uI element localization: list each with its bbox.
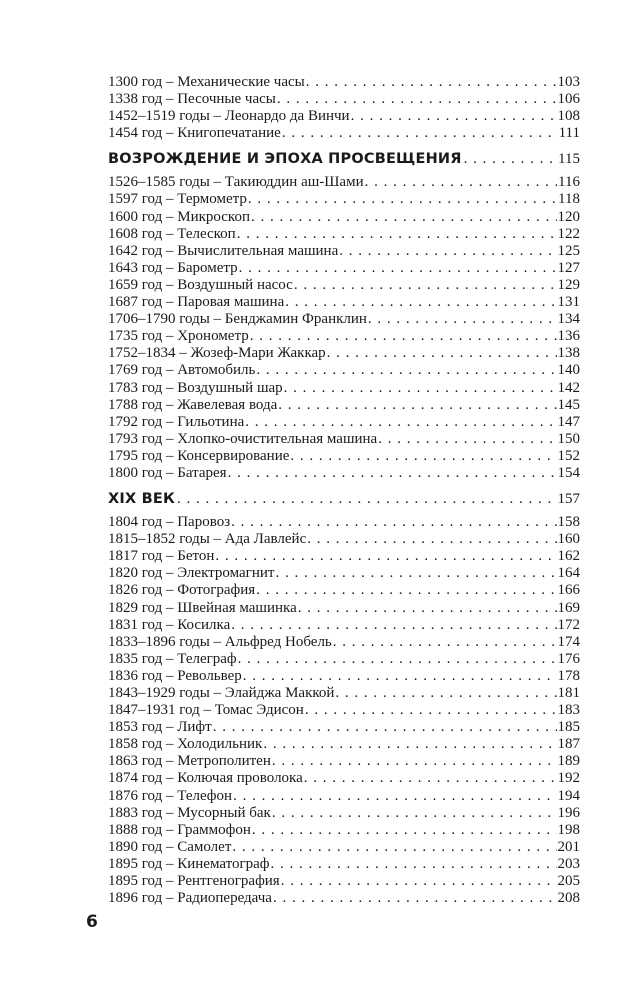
- page-ref: 176: [557, 650, 580, 667]
- entry-title: 1597 год – Термометр: [108, 191, 247, 208]
- section-title: XIX ВЕК: [108, 491, 176, 508]
- entry-title: 1608 год – Телескоп: [108, 225, 236, 242]
- page-ref: 181: [557, 685, 580, 701]
- page-ref: 140: [557, 362, 580, 379]
- page-ref: 158: [557, 514, 580, 531]
- dot-leader: [278, 397, 556, 414]
- toc-entry: [108, 651, 580, 668]
- dot-leader: [256, 582, 556, 599]
- entry-title: 1795 год – Консервирование: [108, 447, 290, 464]
- page-ref: 118: [558, 191, 580, 208]
- dot-leader: [250, 328, 557, 345]
- page-ref: 157: [557, 491, 580, 508]
- page-ref: 152: [557, 447, 580, 464]
- toc-entry: [108, 397, 580, 414]
- dot-leader: [378, 431, 556, 448]
- dot-leader: [215, 548, 556, 565]
- page-ref: 106: [557, 91, 580, 108]
- entry-title: 1338 год – Песочные часы: [108, 91, 276, 108]
- entry-title: 1687 год – Паровая машина: [108, 294, 285, 311]
- entry-title: 1800 год – Батарея: [108, 464, 227, 481]
- page-ref: 115: [558, 151, 580, 168]
- page-ref: 183: [557, 702, 580, 719]
- page-ref: 120: [557, 208, 580, 225]
- entry-title: 1752–1834 – Жозеф-Мари Жаккар: [108, 345, 326, 362]
- page-ref: 138: [557, 345, 580, 362]
- dot-leader: [307, 531, 556, 548]
- page-ref: 201: [557, 838, 580, 855]
- entry-title: 1835 год – Телеграф: [108, 650, 237, 667]
- page-ref: 145: [557, 396, 580, 413]
- toc-entry: [108, 565, 580, 582]
- entry-title: 1863 год – Метрополитен: [108, 753, 271, 770]
- entry-title: 1833–1896 годы – Альфред Нобель: [108, 633, 332, 650]
- dot-leader: [365, 174, 557, 191]
- toc-entry: [108, 191, 580, 208]
- entry-title: 1829 год – Швейная машинка: [108, 599, 297, 616]
- entry-title: 1788 год – Жавелевая вода: [108, 396, 278, 413]
- toc-entry: [108, 873, 580, 890]
- dot-leader: [243, 668, 557, 685]
- toc-entry: [108, 719, 580, 736]
- dot-leader: [233, 788, 556, 805]
- page-ref: 187: [557, 736, 580, 753]
- page-ref: 125: [557, 242, 580, 259]
- dot-leader: [231, 617, 556, 634]
- toc-entry: [108, 174, 580, 191]
- toc-entry: [108, 805, 580, 822]
- toc-entry: [108, 856, 580, 873]
- page-ref: 194: [557, 787, 580, 804]
- dot-leader: [464, 149, 556, 169]
- page-ref: 178: [557, 667, 580, 684]
- dot-leader: [251, 209, 557, 226]
- toc-entry: [108, 548, 580, 565]
- dot-leader: [327, 345, 557, 362]
- toc-entry: [108, 74, 580, 91]
- entry-title: 1820 год – Электромагнит: [108, 565, 275, 582]
- page-ref: 136: [557, 328, 580, 345]
- toc-entry: [108, 243, 580, 260]
- toc-entry: [108, 890, 580, 907]
- entry-title: 1300 год – Механические часы: [108, 74, 305, 90]
- entry-title: 1804 год – Паровоз: [108, 514, 231, 531]
- toc-section-heading: [108, 489, 580, 509]
- page-ref: 203: [557, 855, 580, 872]
- entry-title: 1858 год – Холодильник: [108, 736, 263, 753]
- dot-leader: [238, 651, 557, 668]
- section-title: ВОЗРОЖДЕНИЕ И ЭПОХА ПРОСВЕЩЕНИЯ: [108, 151, 462, 168]
- toc-entry: [108, 345, 580, 362]
- dot-leader: [333, 634, 557, 651]
- dot-leader: [256, 362, 556, 379]
- entry-title: 1643 год – Барометр: [108, 259, 238, 276]
- entry-title: 1890 год – Самолет: [108, 838, 232, 855]
- page-ref: 198: [557, 821, 580, 838]
- dot-leader: [248, 191, 557, 208]
- toc-entry: [108, 431, 580, 448]
- dot-leader: [284, 380, 557, 397]
- toc-entry: [108, 328, 580, 345]
- dot-leader: [263, 736, 556, 753]
- dot-leader: [277, 91, 557, 108]
- page-ref: 166: [557, 582, 580, 599]
- toc-entry: [108, 634, 580, 651]
- toc-entry: [108, 209, 580, 226]
- dot-leader: [282, 125, 558, 142]
- page-ref: 111: [558, 125, 580, 142]
- dot-leader: [237, 226, 557, 243]
- entry-title: 1896 год – Радиопередача: [108, 890, 272, 907]
- dot-leader: [272, 805, 557, 822]
- entry-title: 1792 год – Гильотина: [108, 413, 245, 430]
- dot-leader: [305, 702, 557, 719]
- toc-entry: [108, 736, 580, 753]
- dot-leader: [285, 294, 556, 311]
- entry-title: 1706–1790 годы – Бенджамин Франклин: [108, 311, 367, 328]
- dot-leader: [239, 260, 557, 277]
- entry-title: 1831 год – Косилка: [108, 616, 231, 633]
- toc-entry: [108, 414, 580, 431]
- page-ref: 154: [557, 464, 580, 481]
- toc-entry: [108, 514, 580, 531]
- dot-leader: [304, 770, 557, 787]
- toc-entry: [108, 702, 580, 719]
- toc-entry: [108, 582, 580, 599]
- page-ref: 192: [557, 770, 580, 787]
- dot-leader: [339, 243, 556, 260]
- entry-title: 1888 год – Граммофон: [108, 821, 251, 838]
- entry-title: 1454 год – Книгопечатание: [108, 125, 281, 142]
- dot-leader: [273, 890, 557, 907]
- page-ref: 205: [557, 873, 580, 890]
- entry-title: 1843–1929 годы – Элайджа Маккой: [108, 685, 335, 701]
- entry-title: 1836 год – Револьвер: [108, 667, 242, 684]
- toc-entry: [108, 277, 580, 294]
- entry-title: 1895 год – Кинематограф: [108, 855, 270, 872]
- page-ref: 162: [557, 548, 580, 565]
- page-ref: 172: [557, 616, 580, 633]
- entry-title: 1874 год – Колючая проволока: [108, 770, 303, 787]
- dot-leader: [281, 873, 557, 890]
- entry-title: 1815–1852 годы – Ада Лавлейс: [108, 531, 307, 548]
- entry-title: 1642 год – Вычислительная машина: [108, 242, 339, 259]
- page-ref: 169: [557, 599, 580, 616]
- toc-entry: [108, 448, 580, 465]
- page-ref: 131: [557, 294, 580, 311]
- entry-title: 1883 год – Мусорный бак: [108, 804, 271, 821]
- toc-entry: [108, 617, 580, 634]
- dot-leader: [177, 489, 555, 509]
- page-ref: 174: [557, 633, 580, 650]
- page-ref: 164: [557, 565, 580, 582]
- page-ref: 116: [558, 174, 580, 191]
- dot-leader: [213, 719, 557, 736]
- page-number: 6: [86, 912, 98, 932]
- entry-title: 1895 год – Рентгенография: [108, 873, 280, 890]
- page-ref: 142: [557, 379, 580, 396]
- toc-entry: [108, 788, 580, 805]
- page-ref: 189: [557, 753, 580, 770]
- page-ref: 103: [557, 74, 580, 90]
- toc-entry: [108, 531, 580, 548]
- page-ref: 108: [557, 108, 580, 125]
- entry-title: 1853 год – Лифт: [108, 719, 212, 736]
- dot-leader: [290, 448, 556, 465]
- page-ref: 134: [557, 311, 580, 328]
- dot-leader: [335, 685, 556, 702]
- toc-section-heading: [108, 149, 580, 169]
- toc-entry: [108, 770, 580, 787]
- entry-title: 1817 год – Бетон: [108, 548, 215, 565]
- entry-title: 1452–1519 годы – Леонардо да Винчи: [108, 108, 350, 125]
- toc-entry: [108, 294, 580, 311]
- toc-entry: [108, 125, 580, 142]
- page-ref: 196: [557, 804, 580, 821]
- table-of-contents: [108, 74, 580, 907]
- page-ref: 208: [557, 890, 580, 907]
- toc-entry: [108, 822, 580, 839]
- dot-leader: [271, 856, 557, 873]
- toc-entry: [108, 311, 580, 328]
- entry-title: 1826 год – Фотография: [108, 582, 256, 599]
- toc-entry: [108, 685, 580, 702]
- page-ref: 129: [557, 276, 580, 293]
- dot-leader: [231, 514, 556, 531]
- page-ref: 127: [557, 259, 580, 276]
- dot-leader: [306, 74, 557, 91]
- entry-title: 1526–1585 годы – Такиюддин аш-Шами: [108, 174, 364, 191]
- entry-title: 1659 год – Воздушный насос: [108, 276, 293, 293]
- page-ref: 150: [557, 430, 580, 447]
- toc-entry: [108, 226, 580, 243]
- page-ref: 147: [557, 413, 580, 430]
- page-ref: 122: [557, 225, 580, 242]
- dot-leader: [228, 465, 557, 482]
- dot-leader: [294, 277, 557, 294]
- toc-entry: [108, 600, 580, 617]
- entry-title: 1600 год – Микроскоп: [108, 208, 250, 225]
- toc-entry: [108, 465, 580, 482]
- dot-leader: [368, 311, 557, 328]
- dot-leader: [272, 753, 557, 770]
- dot-leader: [252, 822, 557, 839]
- toc-entry: [108, 362, 580, 379]
- entry-title: 1735 год – Хронометр: [108, 328, 249, 345]
- toc-entry: [108, 380, 580, 397]
- toc-entry: [108, 668, 580, 685]
- dot-leader: [245, 414, 556, 431]
- dot-leader: [298, 600, 557, 617]
- entry-title: 1769 год – Автомобиль: [108, 362, 256, 379]
- dot-leader: [275, 565, 556, 582]
- entry-title: 1783 год – Воздушный шар: [108, 379, 283, 396]
- dot-leader: [232, 839, 556, 856]
- entry-title: 1847–1931 год – Томас Эдисон: [108, 702, 304, 719]
- toc-entry: [108, 839, 580, 856]
- dot-leader: [351, 108, 557, 125]
- entry-title: 1876 год – Телефон: [108, 787, 233, 804]
- toc-entry: [108, 108, 580, 125]
- toc-entry: [108, 753, 580, 770]
- toc-entry: [108, 91, 580, 108]
- page-ref: 160: [557, 531, 580, 548]
- toc-entry: [108, 260, 580, 277]
- page-ref: 185: [557, 719, 580, 736]
- entry-title: 1793 год – Хлопко-очистительная машина: [108, 430, 378, 447]
